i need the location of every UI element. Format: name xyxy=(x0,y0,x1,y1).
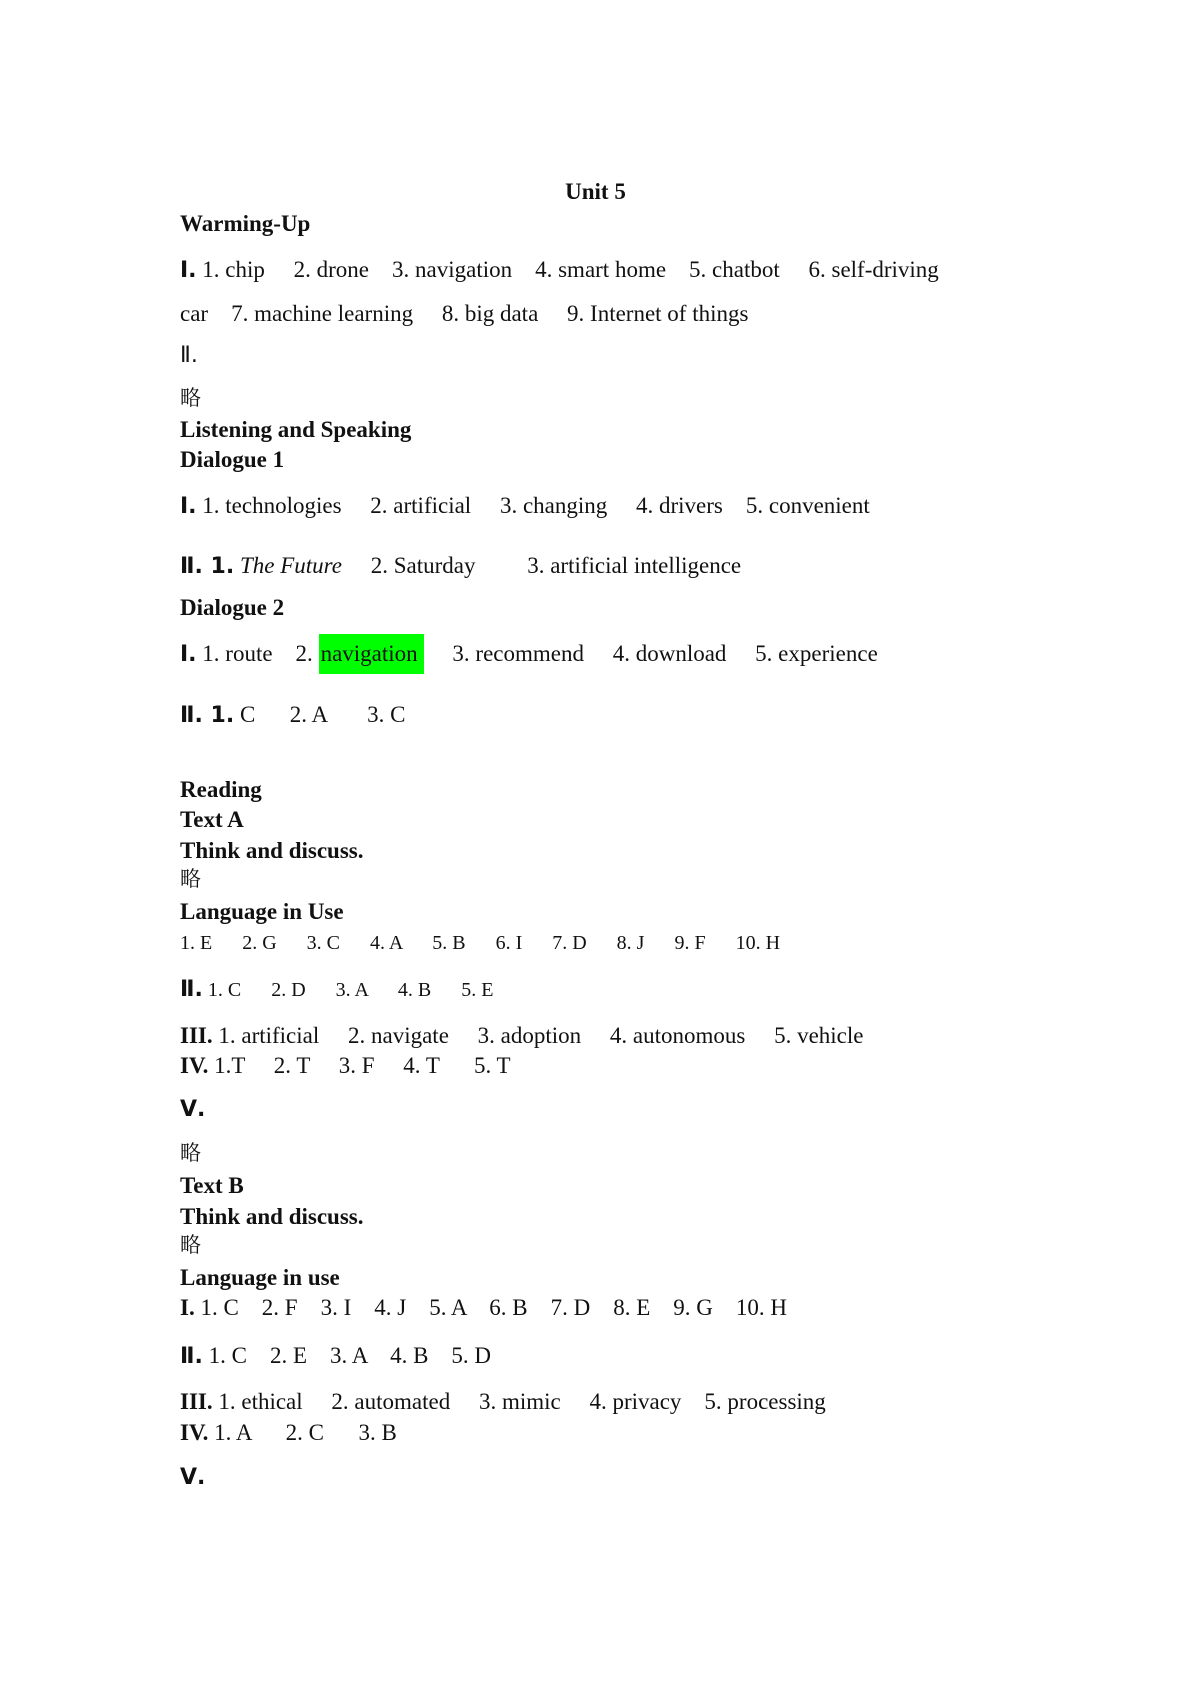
text-b-heading: Text B xyxy=(180,1173,244,1198)
warming-up-heading: Warming-Up xyxy=(180,211,311,236)
warming-up-i-answers: 1. chip 2. drone 3. navigation 4. smart home 5. chatbot 6. self-driving xyxy=(196,257,939,282)
text-b-language-heading: Language in use xyxy=(180,1265,340,1290)
section-ii-label: Ⅱ. xyxy=(180,1344,203,1369)
text-b-lang-iii xyxy=(180,1390,826,1413)
text-a-lang-iv-answers: 1.T 2. T 3. F 4. T 5. T xyxy=(208,1053,511,1078)
dialogue-1-ii-italic: The Future xyxy=(234,553,342,578)
section-iv-label: IV. xyxy=(180,1420,209,1445)
dialogue-2-i xyxy=(180,642,878,666)
section-iv-label: IV. xyxy=(180,1053,209,1078)
section-iii-label: III. xyxy=(180,1389,213,1414)
section-i-label: Ⅰ. xyxy=(180,258,197,283)
text-a-lang-iv xyxy=(180,1054,511,1077)
text-b-lang-iii-answers: 1. ethical 2. automated 3. mimic 4. privacy 5. processing xyxy=(212,1389,826,1414)
listening-heading: Listening and Speaking xyxy=(180,417,412,442)
warming-up-i-line1 xyxy=(180,258,939,282)
omitted-answer: 略 xyxy=(180,386,201,410)
section-ii-label: Ⅱ. xyxy=(180,343,198,368)
reading-heading: Reading xyxy=(180,777,262,802)
text-b-lang-ii xyxy=(180,1344,491,1368)
section-iii-label: III. xyxy=(180,1023,213,1048)
omitted-answer: 略 xyxy=(180,1141,201,1165)
dialogue-1-i-answers: 1. technologies 2. artificial 3. changing 4. drivers 5. convenient xyxy=(196,493,870,518)
warming-up-i-line2: car 7. machine learning 8. big data 9. Internet of things xyxy=(180,301,749,326)
dialogue-2-ii-answers: C 2. A 3. C xyxy=(234,702,406,727)
text-a-lang-iii-answers: 1. artificial 2. navigate 3. adoption 4. autonomous 5. vehicle xyxy=(212,1023,864,1048)
highlighted-answer: navigation xyxy=(319,634,424,674)
section-i-label: Ⅰ. xyxy=(180,642,197,667)
text-a-lang-ii-answers: 1. C 2. D 3. A 4. B 5. E xyxy=(202,979,494,1001)
omitted-answer: 略 xyxy=(180,1233,201,1257)
page-title: Unit 5 xyxy=(565,179,626,204)
text-a-language-heading: Language in Use xyxy=(180,899,344,924)
section-ii-label: Ⅱ. 1. xyxy=(180,703,235,728)
text-b-lang-ii-answers: 1. C 2. E 3. A 4. B 5. D xyxy=(202,1343,492,1368)
dialogue-2-ii xyxy=(180,703,405,727)
text-a-heading: Text A xyxy=(180,807,244,832)
section-v-label: Ⅴ. xyxy=(180,1465,206,1490)
section-ii-label: Ⅱ. 1. xyxy=(180,554,235,579)
section-ii-label: Ⅱ. xyxy=(180,977,203,1002)
text-a-think-heading: Think and discuss. xyxy=(180,838,364,863)
section-i-label: I. xyxy=(180,1295,195,1320)
dialogue-1-ii-answers: 2. Saturday 3. artificial intelligence xyxy=(341,553,742,578)
text-b-lang-iv-answers: 1. A 2. C 3. B xyxy=(208,1420,397,1445)
dialogue-2-heading: Dialogue 2 xyxy=(180,595,285,620)
omitted-answer: 略 xyxy=(180,867,201,891)
dialogue-1-i xyxy=(180,494,870,518)
dialogue-2-i-pre: 1. route 2. xyxy=(196,641,319,666)
text-a-lang-ii xyxy=(180,979,493,1001)
section-v-label: Ⅴ. xyxy=(180,1097,206,1122)
dialogue-2-i-post: 3. recommend 4. download 5. experience xyxy=(423,641,878,666)
text-a-lang-iii xyxy=(180,1024,864,1047)
text-b-lang-i-answers: 1. C 2. F 3. I 4. J 5. A 6. B 7. D 8. E 9. G 10. H xyxy=(194,1295,787,1320)
text-b-think-heading: Think and discuss. xyxy=(180,1204,364,1229)
dialogue-1-heading: Dialogue 1 xyxy=(180,447,285,472)
section-i-label: Ⅰ. xyxy=(180,494,197,519)
text-a-lang-i: 1. E 2. G 3. C 4. A 5. B 6. I 7. D 8. J 9. F 10. H xyxy=(180,932,781,954)
text-b-lang-iv xyxy=(180,1421,397,1444)
text-b-lang-i xyxy=(180,1296,787,1319)
dialogue-1-ii xyxy=(180,554,741,578)
